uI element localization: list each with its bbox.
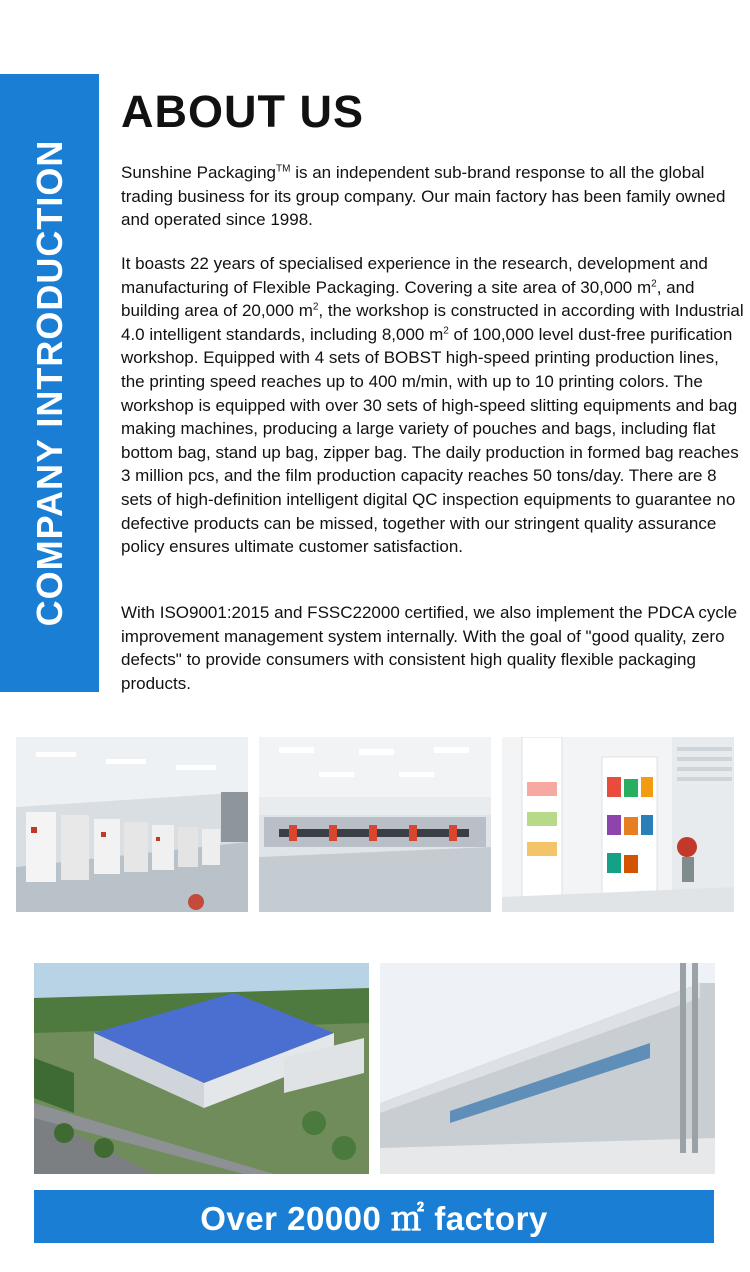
factory-building-photo (380, 963, 715, 1174)
bag-making-workshop-photo (259, 737, 491, 912)
intro-paragraph-2: It boasts 22 years of specialised experience in the research, development and manufacturing of Flexible Packaging. Covering a site area of 30,000 $m^2$, and building area of 20,000 $m^2$, the workshop is constructed in according with Industrial 4.0 intelligent standards, including 8,000 $m^2$ of 100,000 level dust-free purification workshop. Equipped with 4 sets of BOBST high-speed printing production lines, the printing speed reaches up to 400 m/min, with up to 10 printing colors. The workshop is equipped with over 30 sets of high-speed slitting equipments and bag making machines, producing a large variety of pouches and bags, including flat bottom bag, stand up bag, zipper bag. The daily production in formed bag reaches 3 million pcs, and the film production capacity reaches 50 tons/day. There are 8 sets of high-definition intelligent digital QC inspection equipments to guarantee no defective products can be missed, together with our stringent quality assurance policy ensures ultimate customer satisfaction. (121, 254, 744, 557)
sidebar-label: COMPANY INTRODUCTION (28, 139, 70, 627)
printing-workshop-photo (16, 737, 248, 912)
factory-aerial-photo (34, 963, 369, 1174)
intro-paragraph-1: Sunshine Packaging™ is an independent sub-brand response to all the global trading business for its group company. Our main factory has been family owned and operated since 1998. (121, 163, 726, 230)
product-showroom-photo (502, 737, 734, 912)
banner-text: Over 20000 ㎡ factory (200, 1200, 548, 1237)
page-title: ABOUT US (121, 86, 364, 137)
factory-area-banner (34, 1190, 714, 1243)
company-introduction-sidebar (0, 74, 99, 692)
intro-paragraph-3: With ISO9001:2015 and FSSC22000 certified, we also implement the PDCA cycle improvement management system internally. With the goal of "good quality, zero defects" to provide consumers with consistent high quality flexible packaging products. (121, 603, 738, 693)
